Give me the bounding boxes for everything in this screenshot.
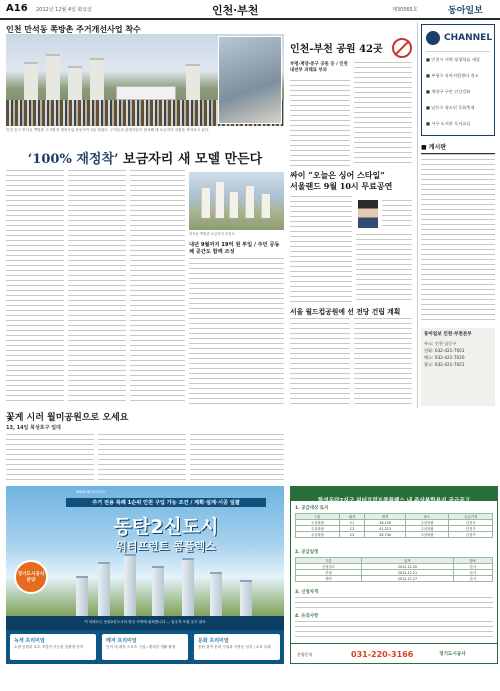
notice-section: 2. 공급일정 [295, 550, 319, 555]
feature-desc: 동탄 광역 문화 시설과 가까운 입지 / 교육 특화 [198, 645, 271, 649]
channel-item: ■ 서구 도서관 독서교실 [426, 121, 471, 126]
ad-tower [124, 554, 136, 616]
table-header: 필지 [339, 514, 365, 520]
page-bottom-margin [0, 668, 500, 691]
rendering-tower [215, 182, 224, 218]
article-column [6, 434, 94, 482]
inset-photo [218, 36, 282, 124]
photo-building [24, 62, 38, 100]
article-column [190, 434, 284, 482]
photo-stage [116, 86, 176, 100]
table-cell: 주상복합 [296, 526, 340, 532]
lead-photo-caption: 인천 동구 만석동 쪽방촌 주거환경 개선사업 착공식이 3일 열렸다. 주민들과 관계자들이 참석해 새 보금자리 건립을 축하하고 있다. [6, 128, 210, 132]
ad-tagline: 주거 전용 특례 1순위 인천 구입 가능 조건 / 계획·설계·시공 일괄 [66, 498, 266, 507]
body-text-texture [6, 434, 94, 482]
channel-item: ■ 남동구 청소년 문화축제 [426, 105, 475, 110]
ad-feature-leisure [102, 634, 188, 660]
table-cell: 감정가 [449, 526, 493, 532]
body-text-texture [354, 318, 412, 404]
article-column [290, 80, 350, 166]
notice-header [291, 487, 497, 504]
ad-url[interactable]: www.gico.or.kr [76, 489, 106, 494]
body-text-texture [190, 434, 284, 482]
feature-desc: 단지 내 레저·스포츠 시설 / 편리한 생활 환경 [106, 645, 176, 649]
ad-info-text: 이 아파트는 동탄2신도시의 중심 지역에 위치합니다 — 입주자 모집 공고 참조 [84, 620, 206, 624]
page-number: A16 [6, 3, 28, 14]
corp-logo: 경기도시공사 [439, 652, 466, 657]
table-cell: 주상복합 [405, 520, 449, 526]
apartment-rendering [189, 172, 284, 230]
article-column [189, 258, 284, 404]
article-column [290, 318, 350, 404]
phone-label: 분양문의 [297, 652, 313, 657]
body-text-texture [189, 258, 284, 404]
article-column [98, 434, 186, 482]
table-header: 구분 [296, 514, 340, 520]
issue-date: 2012년 12월 4일 화요일 [36, 7, 93, 13]
supply-table [295, 513, 493, 538]
contact-line: 광고: 032-421-7021 [424, 362, 465, 367]
channel-item: ■ 인천시 지역 평생학습 개설 [426, 57, 480, 62]
worldcup-park-article-title: 서울 월드컵공원에 선 전당 건립 계획 [290, 308, 401, 316]
ad-feature-culture [194, 634, 280, 660]
ad-tower [152, 566, 164, 616]
table-header: 공급가격 [449, 514, 493, 520]
body-text-texture [295, 597, 493, 611]
feature-title: 문화 프리미엄 [198, 638, 229, 644]
photo-building [186, 64, 200, 100]
table-cell: 2012.12.27 [361, 576, 453, 582]
psy-article-title: 싸이 “오늘은 싱어 스타일” [290, 170, 385, 180]
notice-title: 화성동탄2지구 워터프런트콤플렉스 내 주상복합용지 공급공고 [317, 498, 471, 504]
body-text-texture [354, 62, 412, 166]
body-text-texture [356, 234, 412, 302]
contact-line: 전화: 032-421-7001 [424, 348, 465, 353]
photo-building [68, 66, 82, 100]
ad-badge-text: 경기도시공사 분양 [17, 572, 45, 583]
ad-badge [14, 560, 48, 594]
ad-tower [98, 562, 110, 616]
table-cell: 계약 [296, 576, 362, 582]
main-headline-rest: 보금자리 새 모델 만든다 [118, 152, 263, 167]
body-text-texture [290, 196, 352, 302]
table-cell: C2 [339, 526, 365, 532]
table-header: 구분 [296, 558, 362, 564]
table-cell: 41,213 [365, 526, 405, 532]
article-subhead: 내년 9월까지 19억 원 투입 / 주민 공동체 공간도 함께 조성 [189, 242, 280, 255]
channel-icon [426, 31, 440, 45]
main-headline [6, 148, 284, 167]
ad-tower [76, 576, 88, 616]
body-text-texture [290, 318, 350, 404]
band-article-subtitle: 13, 14일 북성포구 일대 [6, 425, 61, 431]
band-article-title: 꽃게 시러 월미공원으로 오세요 [6, 413, 129, 423]
article-column [354, 318, 412, 404]
channel-title: CHANNEL [444, 33, 493, 43]
article-column [354, 62, 412, 166]
table-cell: 감정가 [449, 532, 493, 538]
notice-text [295, 621, 493, 641]
photo-building [46, 54, 60, 100]
ad-tower [182, 558, 194, 616]
ad-feature-green [10, 634, 96, 660]
rendering-tower [245, 186, 254, 218]
table-cell: 주상복합 [296, 520, 340, 526]
rendering-caption: 만석동 쪽방촌 보금자리 조감도 [189, 232, 235, 236]
table-cell: C1 [339, 520, 365, 526]
contact-box [421, 328, 495, 406]
body-text-texture [295, 621, 493, 641]
table-header: 장소 [453, 558, 492, 564]
contact-line: 팩스: 032-421-7020 [424, 355, 465, 360]
psy-article-subtitle: 서울랜드 9월 10시 무료공연 [290, 181, 393, 191]
feature-title: 녹색 프리미엄 [14, 638, 45, 644]
table-cell: C3 [339, 532, 365, 538]
ad-main-title: 동탄2신도시 [113, 516, 219, 538]
table-cell: 신청접수 [296, 564, 362, 570]
paper-name: 동아일보 [448, 6, 483, 16]
no-smoking-icon [392, 38, 412, 58]
table-cell: 감정가 [449, 520, 493, 526]
schedule-table [295, 557, 493, 582]
notice-section: 3. 신청자격 [295, 590, 319, 595]
body-text-texture [421, 154, 495, 322]
contact-title: 동아일보 인천·부천본부 [424, 332, 472, 337]
body-text-texture [98, 434, 186, 482]
rendering-tower [261, 194, 270, 218]
feature-title: 레저 프리미엄 [106, 638, 137, 644]
ad-features [6, 630, 284, 664]
page-header [0, 0, 500, 20]
body-text-texture [6, 170, 64, 404]
notice-section: 1. 공급대상 토지 [295, 506, 329, 511]
notice-footer [291, 643, 497, 663]
article-column [290, 196, 352, 302]
body-text-texture [68, 170, 126, 404]
table-cell: 주상복합 [296, 532, 340, 538]
channel-item: ■ 계양구 구민 건강강좌 [426, 89, 471, 94]
dongtan-ad[interactable] [6, 486, 284, 664]
ad-sub-title: 워터프런트 콤플렉스 [116, 540, 216, 553]
article-column [68, 170, 126, 404]
table-cell: 본사 [453, 570, 492, 576]
article-column [356, 234, 412, 302]
table-cell: 주상복합 [405, 532, 449, 538]
rendering-tower [229, 192, 238, 218]
feature-desc: 수변 공원과 호수 조망이 가능한 친환경 단지 [14, 645, 84, 649]
notice-text [295, 597, 493, 611]
table-cell: 28,740 [365, 532, 405, 538]
ad-info-bar [6, 616, 284, 630]
table-cell: 주상복합 [405, 526, 449, 532]
table-cell: 본사 [453, 564, 492, 570]
table-row [296, 532, 493, 538]
lead-photo-headline: 인천 만석동 쪽방촌 주거개선사업 착수 [6, 25, 141, 34]
ad-tower [240, 580, 252, 616]
land-supply-notice [290, 486, 498, 664]
contact-line: 주소: 인천 남동구 [424, 341, 457, 346]
rendering-tower [201, 188, 210, 218]
section-title: 인천·부천 [212, 4, 259, 17]
channel-item: ■ 부평구 육아지원센터 개소 [426, 73, 479, 78]
divider [426, 51, 490, 52]
table-header: 일자 [361, 558, 453, 564]
body-text-texture [290, 80, 350, 166]
singer-portrait [358, 200, 378, 228]
table-header: 면적 [365, 514, 405, 520]
park-article-title: 인천-부천 공원 42곳 [290, 44, 383, 55]
table-cell: 2012.12.20 [361, 564, 453, 570]
table-cell: 추첨 [296, 570, 362, 576]
issue-code: 제30565호 [392, 7, 418, 13]
table-header: 용도 [405, 514, 449, 520]
channel-box [421, 24, 495, 136]
article-column [6, 170, 64, 404]
article-column [130, 170, 185, 404]
park-article-subtitle: 부평·계양·중구 공원 등 / 인천 내년부 과태료 부과 [290, 62, 348, 73]
phone-number[interactable]: 031-220-3166 [351, 650, 414, 659]
photo-building [90, 58, 104, 100]
body-text-texture [130, 170, 185, 404]
table-row [296, 576, 493, 582]
portrait-caption-column [382, 200, 412, 230]
table-cell: 본사 [453, 576, 492, 582]
notice-board-title: ■ 게시판 [421, 142, 495, 154]
notice-section: 4. 유의사항 [295, 614, 319, 619]
body-text-texture [382, 200, 412, 230]
table-cell: 36,150 [365, 520, 405, 526]
notice-board-text [421, 154, 495, 322]
ad-tower [210, 572, 222, 616]
table-cell: 2012.12.21 [361, 570, 453, 576]
main-headline-quote: ‘100% 재정착’ [27, 152, 119, 167]
